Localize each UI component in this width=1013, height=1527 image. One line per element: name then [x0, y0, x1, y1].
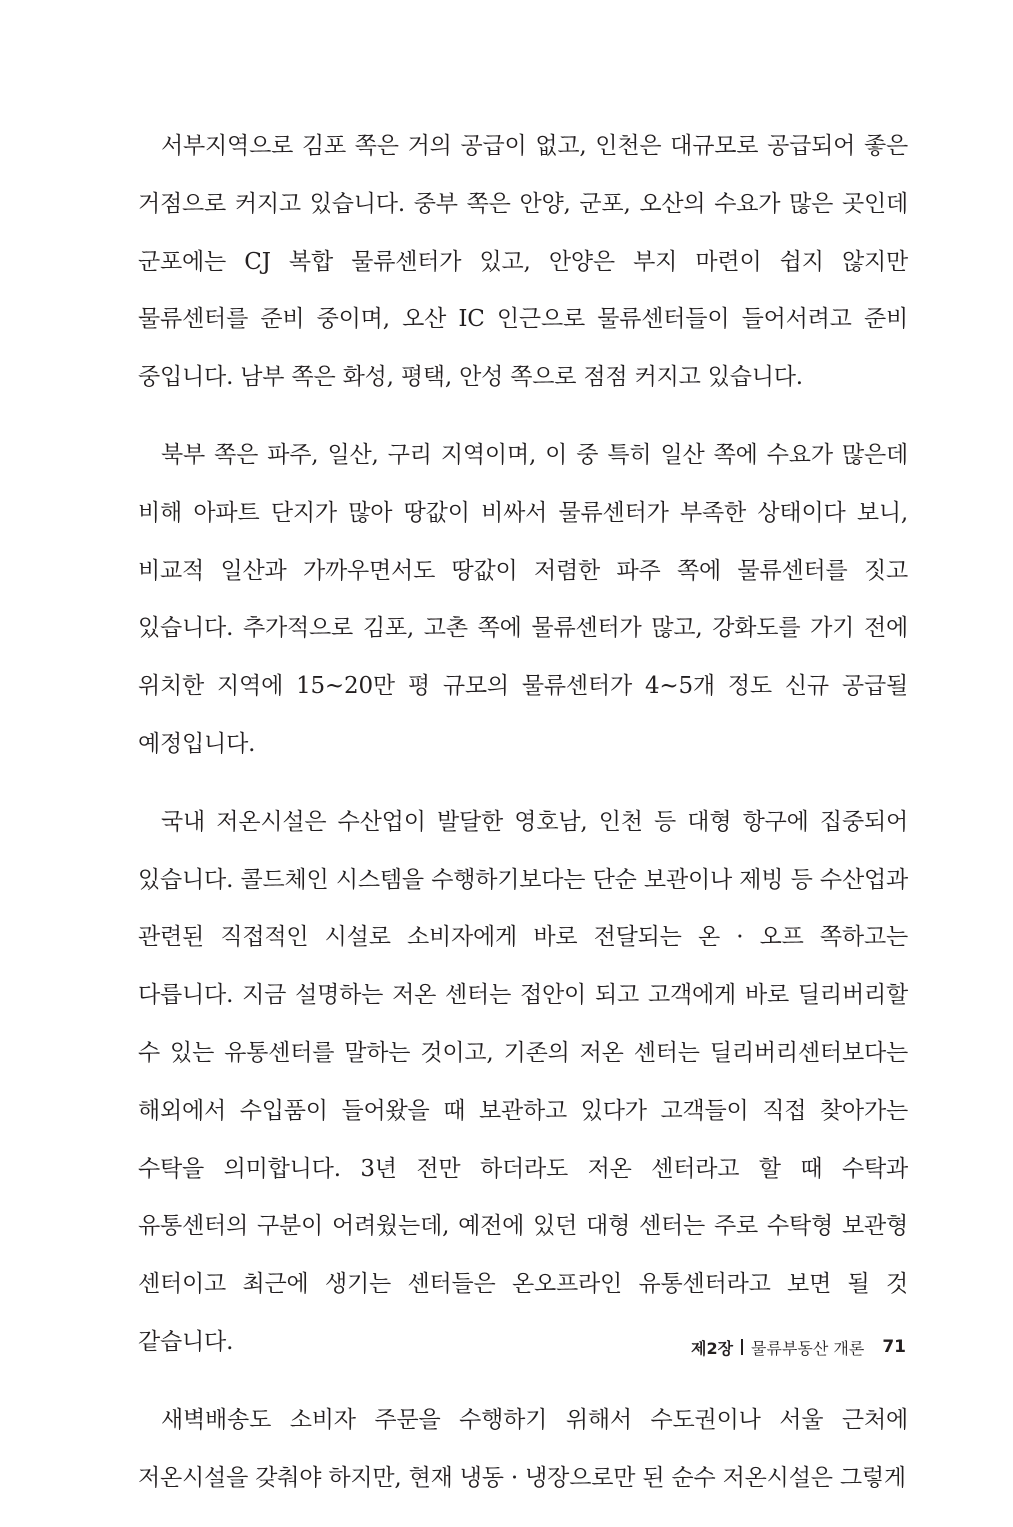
page-body [138, 118, 908, 1527]
footer-divider [741, 1339, 743, 1355]
page-number: 71 [882, 1337, 906, 1357]
chapter-label: 제2장 [691, 1338, 734, 1358]
paragraph-3: 국내 저온시설은 수산업이 발달한 영호남, 인천 등 대형 항구에 집중되어 있습니다. 콜드체인 시스템을 수행하기보다는 단순 보관이나 제빙 등 수산업과 관련된 직접적인 시설로 소비자에게 바로 전달되는 온 · 오프 쪽하고는 다릅니다. 지금 설명하는 저온 센터는 접안이 되고 고객에게 바로 딜리버리할 수 있는 유통센터를 말하는 것이고, 기존의 저온 센터는 딜리버리센터보다는 해외에서 수입품이 들어왔을 때 보관하고 있다가 고객들이 직접 찾아가는 수탁을 의미합니다. 3년 전만 하더라도 저온 센터라고 할 때 수탁과 유통센터의 구분이 어려웠는데, 예전에 있던 대형 센터는 주로 수탁형 보관형 센터이고 최근에 생기는 센터들은 온오프라인 유통센터라고 보면 될 것 같습니다. [138, 808, 908, 1355]
page-footer [691, 1332, 906, 1362]
paragraph-1: 서부지역으로 김포 쪽은 거의 공급이 없고, 인천은 대규모로 공급되어 좋은 거점으로 커지고 있습니다. 중부 쪽은 안양, 군포, 오산의 수요가 많은 곳인데 군포에는 CJ 복합 물류센터가 있고, 안양은 부지 마련이 쉽지 않지만 물류센터를 준비 중이며, 오산 IC 인근으로 물류센터들이 들어서려고 준비 중입니다. 남부 쪽은 화성, 평택, 안성 쪽으로 점점 커지고 있습니다. [138, 133, 908, 391]
chapter-title: 물류부동산 개론 [751, 1338, 865, 1358]
paragraph-4: 새벽배송도 소비자 주문을 수행하기 위해서 수도권이나 서울 근처에 저온시설을 갖춰야 하지만, 현재 냉동 · 냉장으로만 된 순수 저온시설은 그렇게 [138, 1406, 908, 1491]
paragraph-2: 북부 쪽은 파주, 일산, 구리 지역이며, 이 중 특히 일산 쪽에 수요가 많은데 비해 아파트 단지가 많아 땅값이 비싸서 물류센터가 부족한 상태이다 보니, 비교적 일산과 가까우면서도 땅값이 저렴한 파주 쪽에 물류센터를 짓고 있습니다. 추가적으로 김포, 고촌 쪽에 물류센터가 많고, 강화도를 가기 전에 위치한 지역에 15~20만 평 규모의 물류센터가 4~5개 정도 신규 공급될 예정입니다. [138, 441, 908, 757]
